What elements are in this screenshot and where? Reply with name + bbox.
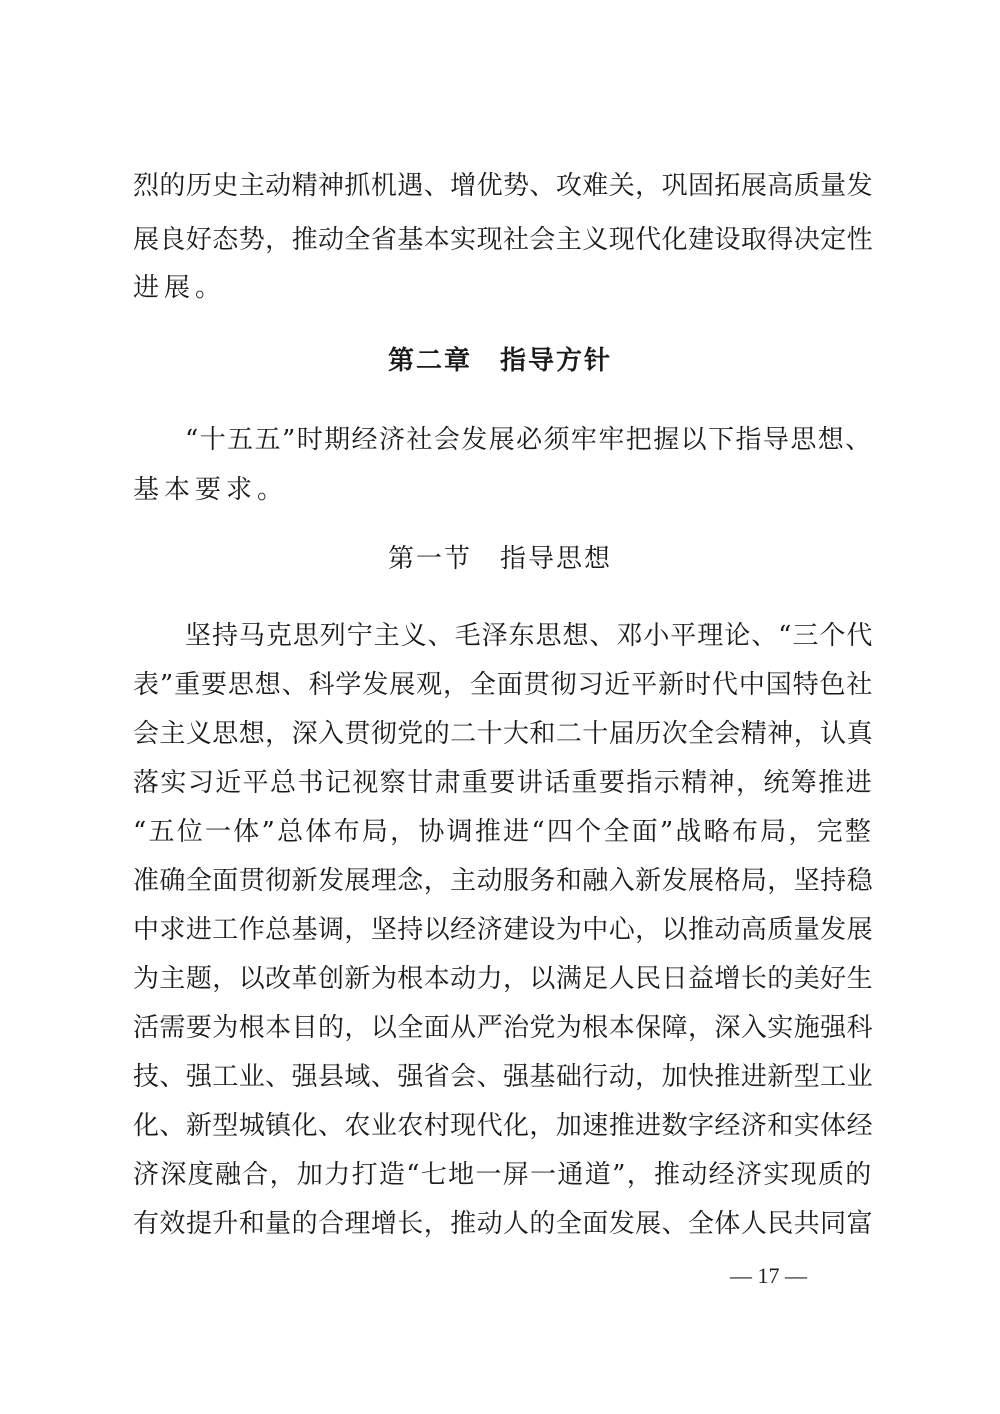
text-line: 中求进工作总基调，坚持以经济建设为中心，以推动高质量发展 [133,915,874,945]
text-line: 活需要为根本目的，以全面从严治党为根本保障，深入实施强科 [133,1013,874,1043]
text-line: 烈的历史主动精神抓机遇、增优势、攻难关，巩固拓展高质量发 [133,171,874,201]
page-number: — 17 — [730,1263,807,1288]
text-line: “五位一体”总体布局，协调推进“四个全面”战略布局，完整 [133,817,874,847]
text-line: “十五五”时期经济社会发展必须牢牢把握以下指导思想、 [185,425,873,455]
text-line: 基本要求。 [133,475,289,505]
text-line: 坚持马克思列宁主义、毛泽东思想、邓小平理论、“三个代 [185,621,874,651]
text-line: 表”重要思想、科学发展观，全面贯彻习近平新时代中国特色社 [133,670,874,700]
text-line: 会主义思想，深入贯彻党的二十大和二十届历次全会精神，认真 [133,719,874,749]
text-line: 准确全面贯彻新发展理念，主动服务和融入新发展格局，坚持稳 [133,866,874,896]
text-line: 为主题，以改革创新为根本动力，以满足人民日益增长的美好生 [133,964,874,994]
text-line: 落实习近平总书记视察甘肃重要讲话重要指示精神，统筹推进 [133,768,874,798]
text-line: 进展。 [133,273,227,303]
section-title: 第一节 指导思想 [387,544,612,574]
text-line: 技、强工业、强县域、强省会、强基础行动，加快推进新型工业 [133,1062,874,1092]
text-line: 展良好态势，推动全省基本实现社会主义现代化建设取得决定性 [133,225,874,255]
text-line: 化、新型城镇化、农业农村现代化，加速推进数字经济和实体经 [133,1111,874,1141]
text-line: 济深度融合，加力打造“七地一屏一通道”，推动经济实现质的 [133,1160,873,1190]
text-line: 有效提升和量的合理增长，推动人的全面发展、全体人民共同富 [133,1209,874,1239]
chapter-title: 第二章 指导方针 [387,346,612,376]
